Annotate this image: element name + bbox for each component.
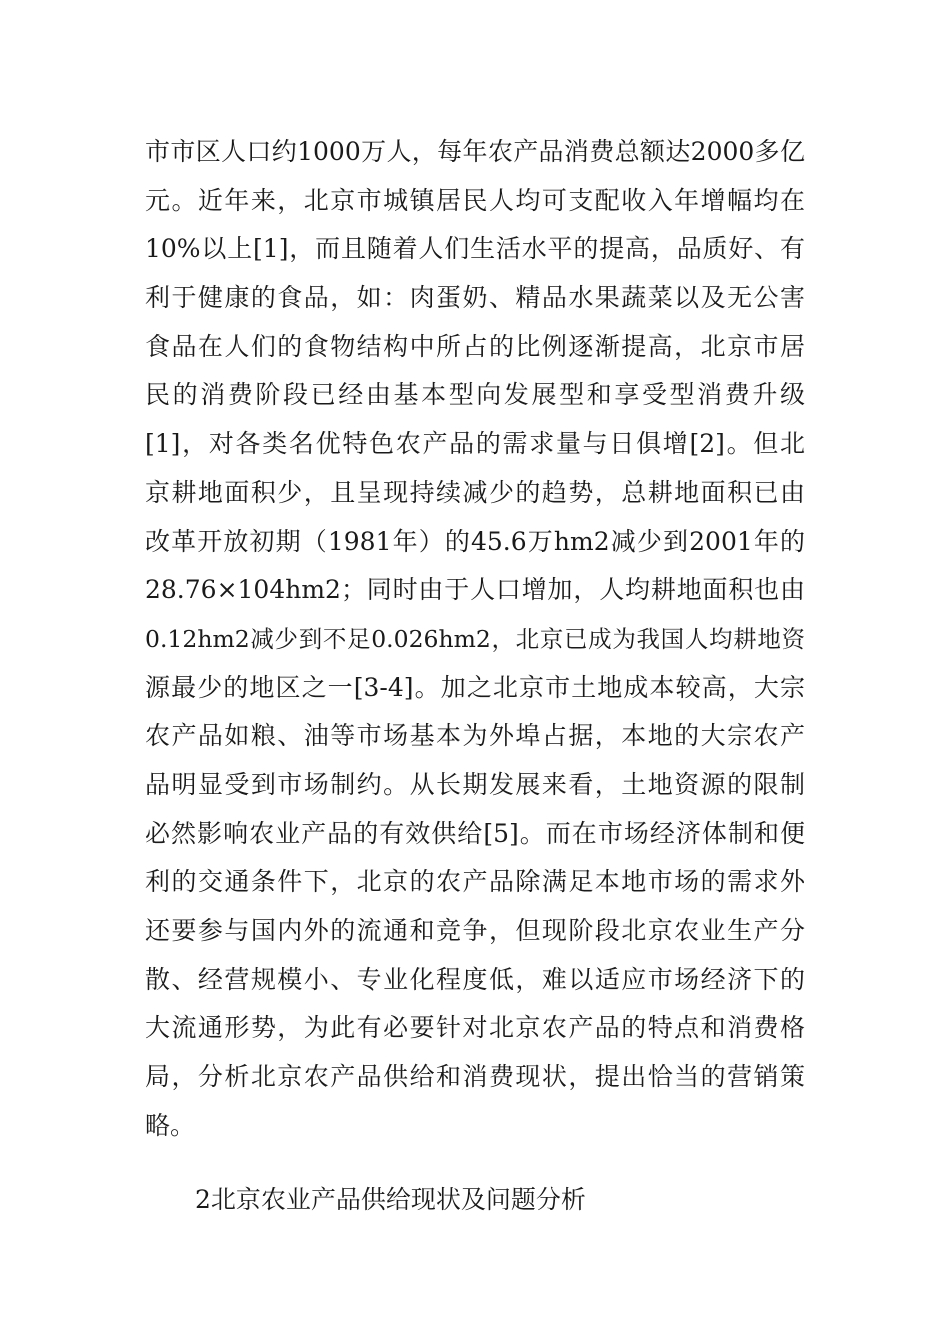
paragraph-line: 源最少的地区之一[3-4]。加之北京市土地成本较高，大宗 <box>145 672 805 702</box>
paragraph-line: 元。近年来，北京市城镇居民人均可支配收入年增幅均在 <box>145 185 805 215</box>
paragraph-line: 略。 <box>145 1110 196 1140</box>
paragraph-line: 农产品如粮、油等市场基本为外埠占据，本地的大宗农产 <box>145 721 805 751</box>
paragraph-line: 散、经营规模小、专业化程度低，难以适应市场经济下的 <box>145 964 805 994</box>
paragraph-line: 还要参与国内外的流通和竞争，但现阶段北京农业生产分 <box>145 916 805 945</box>
body-paragraph <box>145 128 805 1150</box>
paragraph-line: 利于健康的食品，如：肉蛋奶、精品水果蔬菜以及无公害 <box>145 283 805 313</box>
section-heading: 2北京农业产品供给现状及问题分析 <box>195 1185 586 1214</box>
paragraph-line: 大流通形势，为此有必要针对北京农产品的特点和消费格 <box>145 1013 805 1043</box>
paragraph-line: 京耕地面积少，且呈现持续减少的趋势，总耕地面积已由 <box>145 477 805 507</box>
paragraph-line: 必然影响农业产品的有效供给[5]。而在市场经济体制和便 <box>145 818 805 848</box>
paragraph-line: 市市区人口约1000万人，每年农产品消费总额达2000多亿 <box>145 137 805 166</box>
paragraph-line: 0.12hm2减少到不足0.026hm2，北京已成为我国人均耕地资 <box>145 624 805 653</box>
paragraph-line: 改革开放初期（1981年）的45.6万hm2减少到2001年的 <box>145 526 805 556</box>
paragraph-line: 28.76×104hm2；同时由于人口增加，人均耕地面积也由 <box>145 575 805 605</box>
paragraph-line: 利的交通条件下，北京的农产品除满足本地市场的需求外 <box>145 867 805 897</box>
paragraph-line: 品明显受到市场制约。从长期发展来看，土地资源的限制 <box>145 769 805 799</box>
paragraph-line: 局，分析北京农产品供给和消费现状，提出恰当的营销策 <box>145 1062 805 1092</box>
paragraph-line: 食品在人们的食物结构中所占的比例逐渐提高，北京市居 <box>145 331 805 361</box>
paragraph-line: 民的消费阶段已经由基本型向发展型和享受型消费升级 <box>145 380 805 410</box>
paragraph-line: 10%以上[1]，而且随着人们生活水平的提高，品质好、有 <box>145 234 805 264</box>
paragraph-line: [1]，对各类名优特色农产品的需求量与日俱增[2]。但北 <box>145 429 805 459</box>
